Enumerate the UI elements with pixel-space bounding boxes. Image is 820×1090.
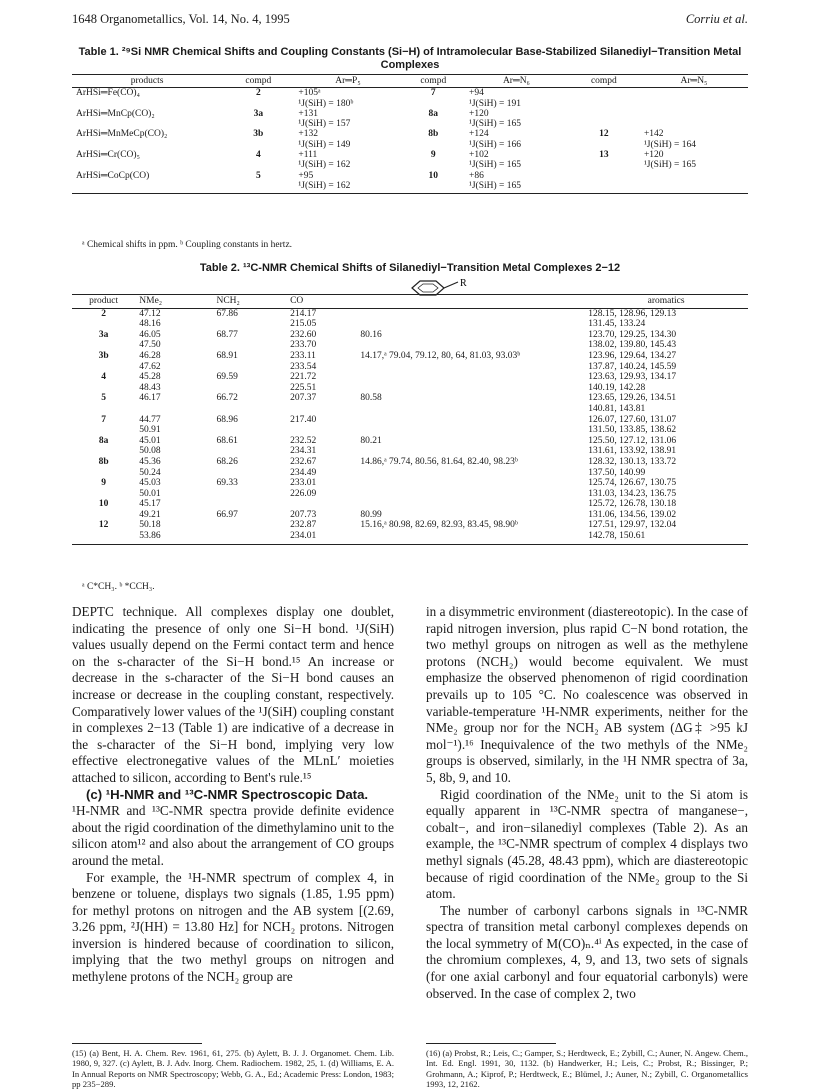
- table2-cell-aro: 140.81, 143.81: [588, 403, 646, 414]
- table2-cell-aro: 140.19, 142.28: [588, 382, 646, 393]
- table2-cell-cp: [356, 404, 584, 415]
- table2-cell-cp: [356, 372, 584, 383]
- table1-cell-compd: 2: [255, 88, 261, 99]
- table2-header-row: [72, 295, 748, 309]
- table2-cell-cp: [356, 478, 584, 489]
- table2-cell-co: [286, 499, 356, 510]
- table2-row: [72, 499, 748, 510]
- table1-cell-shift: +131 ¹J(SiH) = 157: [298, 108, 351, 130]
- paragraph: For example, the ¹H-NMR spectrum of complex 4, in benzene or toluene, displays two signals (1.85, 1.95 ppm) for methyl protons on nitrogen and the AB system [(2.69, 3.26 ppm, ²J(HH) = 13.80 Hz] for NCH₂ protons. Nitrogen inversion is hindered because of coordination to silicon, implying that the two methyl groups on nitrogen and methylene protons of the NCH₂ group are: [72, 869, 394, 985]
- table2-cell-product: 12: [98, 520, 109, 531]
- table1-cell-compd: [568, 109, 640, 130]
- reference-15: (15) (a) Bent, H. A. Chem. Rev. 1961, 61, 275. (b) Aylett, B. J. J. Organomet. Chem. Lib. 1980, 9, 327. (c) Aylett, B. J. Adv. Inorg. Chem. Radiochem. 1982, 25, 1. (d) Williams, E. A. In Annual Reports on NMR Spectroscopy; Webb, G. A., Ed.; Academic Press: London, 1983; pp 235−289.: [72, 1048, 394, 1090]
- table2-cell-product: [72, 383, 135, 394]
- table2-cell-nme2: [135, 404, 212, 415]
- table2-cell-aro: 131.45, 133.24: [588, 319, 646, 330]
- table1-footnote: ᵃ Chemical shifts in ppm. ᵇ Coupling constants in hertz.: [82, 240, 293, 250]
- table2-cell-nch2: [212, 531, 286, 544]
- table2-cell-co: 221.72: [290, 372, 317, 383]
- body-column-right: [426, 604, 748, 1002]
- table2-cell-cp: [356, 415, 584, 426]
- table1-cell-compd: [568, 88, 640, 109]
- table2-cell-aro: 137.50, 140.99: [588, 467, 646, 478]
- table2-cell-nme2: 49.21: [139, 509, 161, 520]
- table2-cell-cp: 14.86,ᵃ 79.74, 80.56, 81.64, 82.40, 98.23ᵇ: [360, 456, 518, 467]
- table2-cell-nch2: 66.97: [216, 509, 238, 520]
- table2-cell-co: [286, 425, 356, 436]
- table2-cell-cp: 80.99: [360, 509, 382, 520]
- table2-cell-cp: [356, 362, 584, 373]
- table1-cell-shift: +94 ¹J(SiH) = 191: [469, 88, 522, 109]
- table2-header: NMe₂: [135, 295, 212, 309]
- table1-cell-shift: [640, 88, 748, 109]
- table2-cell-cp: [356, 468, 584, 479]
- table2-cell-nch2: 68.91: [216, 350, 238, 361]
- table2-cell-product: 9: [101, 478, 106, 489]
- table1-header-row: [72, 75, 748, 88]
- table2-cell-aro: 125.74, 126.67, 130.75: [588, 478, 677, 489]
- table2-cell-nch2: [212, 319, 286, 330]
- table2-cell-nme2: 46.05: [139, 329, 161, 340]
- table1-cell-shift: +120 ¹J(SiH) = 165: [643, 150, 696, 171]
- table2-cell-product: 8b: [98, 456, 109, 467]
- table2-cell-nme2: 46.28: [139, 350, 161, 361]
- table2-cell-product: [72, 319, 135, 330]
- table1-cell-compd: 12: [599, 129, 609, 140]
- table2-cell-co: 233.70: [290, 340, 317, 351]
- table2-cell-nch2: [212, 362, 286, 373]
- table2-cell-nch2: 68.61: [216, 435, 238, 446]
- table2-cell-cp: 15.16,ᵃ 80.98, 82.69, 82.93, 83.45, 98.90ᵇ: [360, 520, 518, 531]
- table2-cell-cp: [356, 446, 584, 457]
- ring-substituent-label: R: [460, 278, 467, 289]
- table2-cell-cp: [356, 489, 584, 500]
- table2-cell-co: 214.17: [290, 308, 317, 319]
- table2-cell-nme2: 53.86: [135, 531, 212, 544]
- table2-cell-co: 226.09: [290, 488, 317, 499]
- table2-cell-co: 232.87: [290, 520, 317, 531]
- table2-cell-product: [72, 446, 135, 457]
- table1-cell-shift: +86 ¹J(SiH) = 165: [465, 171, 568, 194]
- table2-row: [72, 520, 748, 531]
- table2-cell-product: 8a: [98, 435, 109, 446]
- table2-cell-nme2: 45.01: [139, 435, 161, 446]
- table2-cell-co: 234.01: [286, 531, 356, 544]
- table2-cell-co: 217.40: [290, 414, 317, 425]
- table2-cell-product: 3a: [98, 329, 109, 340]
- table2-cell-cp: [356, 308, 584, 319]
- table2-cell-nch2: [212, 520, 286, 531]
- table2-cell-aro: 131.61, 133.92, 138.91: [588, 446, 677, 457]
- table2-cell-product: 2: [101, 308, 106, 319]
- section-heading: (c) ¹H-NMR and ¹³C-NMR Spectroscopic Data.: [86, 786, 369, 802]
- table1-cell-shift: +111 ¹J(SiH) = 162: [298, 150, 351, 171]
- table2-cell-nch2: [212, 446, 286, 457]
- table2-row: [72, 457, 748, 468]
- table2-cell-nme2: 50.08: [139, 446, 161, 457]
- table2-row: [72, 330, 748, 341]
- table2-cell-aro: 123.65, 129.26, 134.51: [588, 393, 677, 404]
- table2-row: [72, 393, 748, 404]
- table2-cell-aro: 125.50, 127.12, 131.06: [588, 435, 677, 446]
- table2-row: [72, 340, 748, 351]
- table1-row: [72, 88, 748, 109]
- table1-row: [72, 129, 748, 150]
- table2-row: [72, 372, 748, 383]
- table2-cell-product: [72, 531, 135, 544]
- table2-cell-nme2: 48.43: [139, 382, 161, 393]
- body-column-left: [72, 604, 394, 986]
- table1-cell-product: ArHSi═MnMeCp(CO)₂: [76, 129, 168, 140]
- paragraph: DEPTC technique. All complexes display one doublet, indicating the presence of only one Si−H bond. ¹J(SiH) values usually depend on the Fermi contact term and hence on the s-character of the Si−H bond.¹⁵ An increase or decrease in the s-character of the Si−H bond causes an increase or decrease in the coupling constant, respectively. Comparatively lower values of the ¹J(SiH) coupling constant in complexes 2−13 (Table 1) are indicative of a decrease in the s-character of the Si−H bond, implying very low effective electronegative values of the MLnL′ moieties attached to silicon, according to Bent's rule.¹⁵: [72, 604, 394, 785]
- table1-cell-product: ArHSi═CoCp(CO): [72, 171, 222, 194]
- table2-cell-product: 4: [101, 372, 106, 383]
- table2-cell-nme2: 50.01: [139, 488, 161, 499]
- table2-cell-product: 3b: [98, 350, 109, 361]
- table2-cell-nme2: 50.24: [139, 467, 161, 478]
- table2-cell-nch2: [212, 404, 286, 415]
- table2-cell-co: 207.73: [290, 509, 317, 520]
- table2-cell-product: [72, 425, 135, 436]
- table2-row: [72, 478, 748, 489]
- table1-cell-compd: 8a: [428, 108, 439, 119]
- table2-cell-product: [72, 404, 135, 415]
- table2-cell-nch2: 68.26: [216, 456, 238, 467]
- table2-cell-cp: [356, 383, 584, 394]
- table2-cell-co: [286, 404, 356, 415]
- table1-cell-compd: 5: [222, 171, 294, 194]
- table2-cell-co: 233.01: [290, 478, 317, 489]
- table2-cell-nch2: [212, 340, 286, 351]
- table1-header: compd: [222, 75, 294, 88]
- table2-cell-aro: 123.63, 129.93, 134.17: [588, 372, 677, 383]
- running-head-left: 1648 Organometallics, Vol. 14, No. 4, 1995: [72, 12, 290, 26]
- table2-row: [72, 436, 748, 447]
- footnote-rule-left: [72, 1043, 202, 1044]
- table2-cell-nch2: 68.96: [216, 414, 238, 425]
- table2-cell-aro: 125.72, 126.78, 130.18: [588, 499, 677, 510]
- table2-row: [72, 415, 748, 426]
- table1-cell-shift: +132 ¹J(SiH) = 149: [298, 129, 351, 150]
- table2-cell-nme2: 45.28: [139, 372, 161, 383]
- table2-cell-cp: [356, 531, 584, 544]
- table2-cell-nch2: 66.72: [216, 393, 238, 404]
- table2-cell-aro: 127.51, 129.97, 132.04: [588, 520, 677, 531]
- table2-cell-co: 234.49: [290, 467, 317, 478]
- table2-cell-nch2: [212, 425, 286, 436]
- table2-cell-aro: 123.96, 129.64, 134.27: [588, 350, 677, 361]
- table2-header: CO: [286, 295, 356, 309]
- table1-cell-shift: +95 ¹J(SiH) = 162: [294, 171, 401, 194]
- table2-cell-nch2: [212, 468, 286, 479]
- table2-cell-co: 232.67: [290, 456, 317, 467]
- table1-cell-product: ArHSi═MnCp(CO)₂: [76, 108, 155, 119]
- table2-cell-cp: 80.21: [360, 435, 382, 446]
- table2-cell-co: 232.60: [290, 329, 317, 340]
- table2-cell-nme2: 50.18: [139, 520, 161, 531]
- table1-cell-shift: +124 ¹J(SiH) = 166: [469, 129, 522, 150]
- table1-row: [72, 109, 748, 130]
- table2-header: product: [72, 295, 135, 309]
- table2-cell-co: 233.11: [290, 350, 316, 361]
- table2-cell-nme2: 45.03: [139, 478, 161, 489]
- table2-row: [72, 446, 748, 457]
- table1: [72, 74, 748, 194]
- table2-row: [72, 468, 748, 479]
- table2-row: [72, 308, 748, 319]
- table2-cell-aro: 126.07, 127.60, 131.07: [588, 414, 677, 425]
- table2-cell-nme2: 47.62: [139, 361, 161, 372]
- table1-cell-compd: 3a: [253, 108, 264, 119]
- running-head: [72, 12, 748, 30]
- table2-cell-aro: 138.02, 139.80, 145.43: [588, 340, 677, 351]
- table2-cell-cp: 14.17,ᵃ 79.04, 79.12, 80, 64, 81.03, 93.03ᵇ: [360, 350, 521, 361]
- table2-cell-co: 234.31: [290, 446, 317, 457]
- table1-cell-compd: 7: [430, 88, 436, 99]
- table2-cell-product: [72, 510, 135, 521]
- table2-cell-nme2: 47.50: [139, 340, 161, 351]
- table2-cell-nch2: 69.33: [216, 478, 238, 489]
- table1-cell-compd: 9: [430, 150, 436, 161]
- table2-cell-product: [72, 489, 135, 500]
- table2-cell-aro: 131.06, 134.56, 139.02: [588, 509, 677, 520]
- table2-caption: Table 2. ¹³C-NMR Chemical Shifts of Silanediyl−Transition Metal Complexes 2−12: [199, 262, 621, 274]
- table1-header: compd: [568, 75, 640, 88]
- table1-header: Ar═N₅: [640, 75, 748, 88]
- table1-cell-compd: 10: [402, 171, 465, 194]
- table2-cell-co: 233.54: [290, 361, 317, 372]
- reference-16: (16) (a) Probst, R.; Leis, C.; Gamper, S.; Herdtweck, E.; Zybill, C.; Auner, N. Angew. Chem., Int. Ed. Engl. 1991, 30, 1132. (b) Handwerker, H.; Leis, C.; Probst, R.; Bissinger, P.; Grohmann, A.; Kiprof, P.; Herdtweck, E.; Blümel, J.; Auner, N.; Zybill, C. Organometallics 1993, 12, 2162.: [426, 1048, 748, 1090]
- table2-cell-nch2: [212, 489, 286, 500]
- table1-header: compd: [402, 75, 465, 88]
- table2-row: [72, 531, 748, 544]
- table2-cell-aro: 128.32, 130.13, 133.72: [588, 456, 677, 467]
- table2-cell-aro: 131.03, 134.23, 136.75: [588, 488, 677, 499]
- table2-cell-nch2: [212, 499, 286, 510]
- table2-cell-product: 5: [101, 393, 106, 404]
- table2-cell-product: 7: [101, 414, 106, 425]
- table1-cell-shift: [640, 171, 748, 194]
- paragraph: The number of carbonyl carbons signals in ¹³C-NMR spectra of transition metal carbonyl complexes depends on the local symmetry of M(CO)ₙ.⁴ⁱ As expected, in the case of the chromium complexes, 4, 9, and 13, two sets of signals (for one axial carbonyl and four equatorial carbonyls) were observed. In the case of complex 2, two: [426, 902, 748, 1001]
- table2-cell-cp: [356, 499, 584, 510]
- table1-caption: Table 1. ²⁹Si NMR Chemical Shifts and Coupling Constants (Si−H) of Intramolecular Base-Stabilized Silanediyl−Transition Metal Complexes: [78, 46, 742, 71]
- table1-cell-product: ArHSi═Fe(CO)₄: [76, 88, 140, 99]
- table2-cell-aro: 142.78, 150.61: [584, 531, 748, 544]
- table2-cell-co: 232.52: [290, 435, 317, 446]
- table1-cell-compd: 3b: [253, 129, 264, 140]
- table2-cell-nme2: 47.12: [139, 308, 161, 319]
- table1-cell-compd: 4: [255, 150, 261, 161]
- table2-cell-aro: 123.70, 129.25, 134.30: [588, 329, 677, 340]
- table2-row: [72, 351, 748, 362]
- table1-cell-compd: 13: [599, 150, 609, 161]
- table1-cell-shift: [640, 109, 748, 130]
- table2-cell-nme2: 50.91: [139, 425, 161, 436]
- table2-cell-nme2: 45.36: [139, 456, 161, 467]
- table1-row: [72, 150, 748, 171]
- table1-cell-shift: +142 ¹J(SiH) = 164: [643, 129, 696, 150]
- table2-cell-product: [72, 362, 135, 373]
- table1-cell-product: ArHSi═Cr(CO)₅: [76, 150, 140, 161]
- table1-cell-shift: +120 ¹J(SiH) = 165: [469, 108, 522, 130]
- table1-header: products: [72, 75, 222, 88]
- table2-header: aromatics: [584, 295, 748, 309]
- table2-cell-aro: 137.87, 140.24, 145.59: [588, 361, 677, 372]
- table2-cell-cp: 80.58: [360, 393, 382, 404]
- table2-row: [72, 510, 748, 521]
- paragraph: in a disymmetric environment (diastereotopic). In the case of rapid nitrogen inversion, plus rapid C−N bond rotation, the two methyl groups on nitrogen as well as the methylene protons (NCH₂) would become equivalent. We must emphasize the observed phenomenon of rigid coordination prevails up to 105 °C. No coalescence was observed in variable-temperature ¹H-NMR experiments, neither for the NMe₂ group nor for the NCH₂ AB system (ΔG‡ >95 kJ mol⁻¹).¹⁶ Inequivalence of the two methyls of the NMe₂ groups is observed, similarly, in the ¹H NMR spectra of 3a, 5, 8b, 9, and 10.: [426, 604, 748, 785]
- table2-cell-nch2: 67.86: [216, 308, 238, 319]
- table2-cell-nch2: 68.77: [216, 329, 238, 340]
- paragraph: ¹H-NMR and ¹³C-NMR spectra provide definite evidence about the rigid coordination of the dimethylamino unit to the silicon atom¹² and also about the arrangement of CO groups around the metal.: [72, 803, 394, 868]
- table2-cell-nme2: 46.17: [139, 393, 161, 404]
- table2-row: [72, 489, 748, 500]
- table2-row: [72, 404, 748, 415]
- table2-cell-aro: 128.15, 128.96, 129.13: [588, 308, 677, 319]
- table2-cell-cp: [356, 340, 584, 351]
- table1-cell-compd: [568, 171, 640, 194]
- table2-cell-nme2: 45.17: [139, 499, 161, 510]
- table2-cell-cp: [356, 425, 584, 436]
- footnote-rule-right: [426, 1043, 556, 1044]
- table2-cell-aro: 131.50, 133.85, 138.62: [588, 425, 677, 436]
- table1-cell-shift: +105ᵃ ¹J(SiH) = 180ᵇ: [298, 88, 354, 109]
- table2-footnote: ᵃ C*CH₃. ᵇ *CCH₃.: [82, 582, 155, 592]
- table2-cell-nme2: 44.77: [139, 414, 161, 425]
- table2-row: [72, 362, 748, 373]
- table2-cell-nch2: [212, 383, 286, 394]
- table2-cell-co: 215.05: [290, 319, 317, 330]
- paragraph: Rigid coordination of the NMe₂ unit to the Si atom is equally apparent in ¹³C-NMR spectra of manganese−, cobalt−, and iron−silanediyl complexes (Table 2). As an example, the ¹³C-NMR spectrum of complex 4 displays two methyl signals (45.28, 48.43 ppm), which are diastereotopic because of rigid coordination of the NMe₂ group to the Si atom.: [426, 786, 748, 902]
- table2-cell-co: 207.37: [290, 393, 317, 404]
- table2-cell-product: [72, 340, 135, 351]
- table2-cell-co: 225.51: [290, 382, 317, 393]
- table1-header: Ar═P₅: [294, 75, 401, 88]
- table2-row: [72, 383, 748, 394]
- table2-row: [72, 425, 748, 436]
- table2-cell-product: [72, 468, 135, 479]
- table1-cell-compd: 8b: [428, 129, 439, 140]
- table1-cell-shift: +102 ¹J(SiH) = 165: [469, 150, 522, 171]
- table2-cell-nch2: 69.59: [216, 372, 238, 383]
- table2-header: NCH₂: [212, 295, 286, 309]
- table2-cell-nme2: 48.16: [139, 319, 161, 330]
- table2-cell-product: 10: [98, 499, 109, 510]
- table2-header: [356, 295, 584, 309]
- table2-cell-cp: 80.16: [360, 329, 382, 340]
- table2-cell-cp: [356, 319, 584, 330]
- table1-row: [72, 171, 748, 194]
- running-head-right: Corriu et al.: [685, 12, 748, 26]
- table2: [72, 294, 748, 545]
- table1-header: Ar═N₆: [465, 75, 568, 88]
- table2-row: [72, 319, 748, 330]
